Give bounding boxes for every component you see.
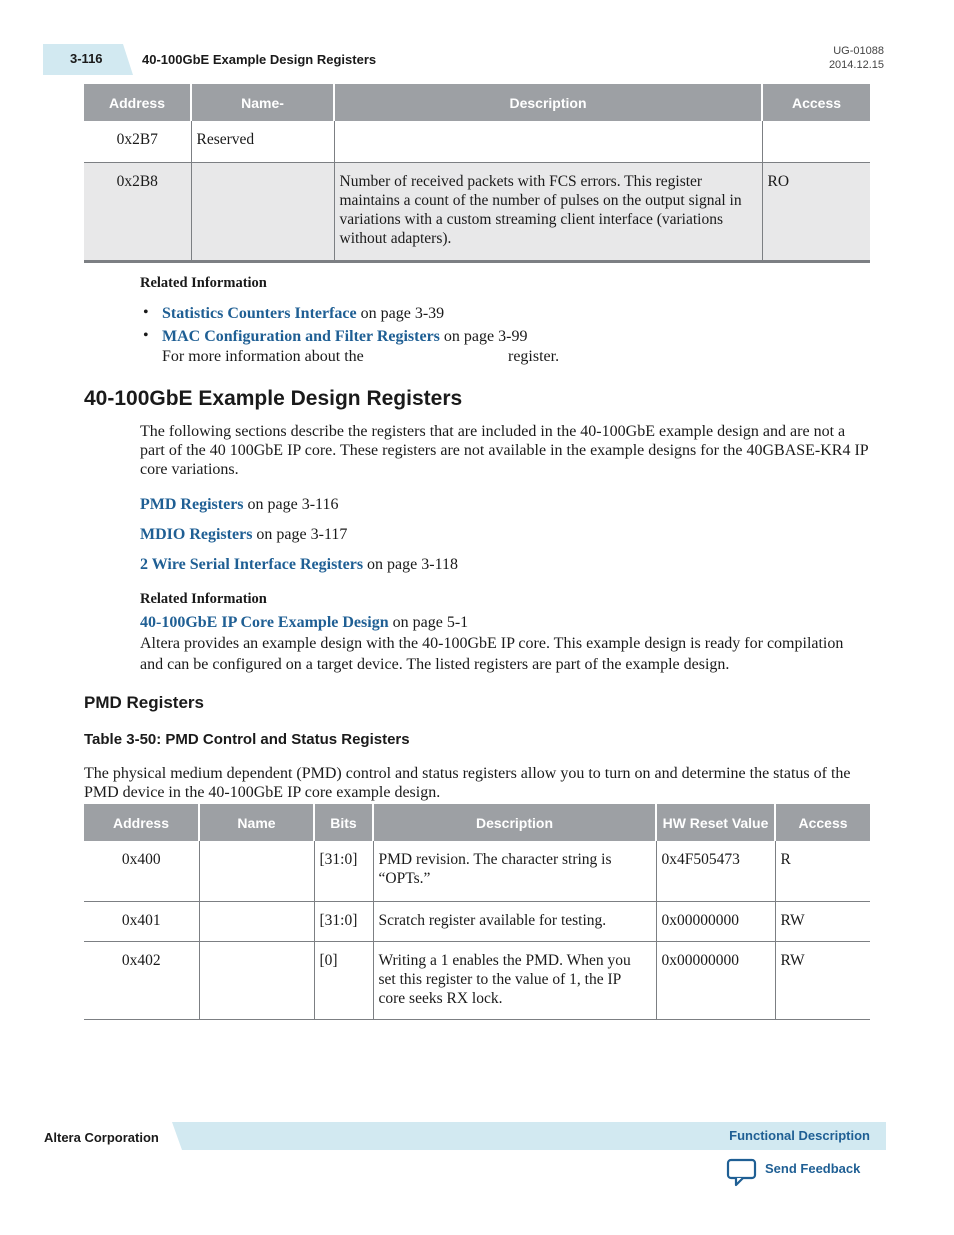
col-description: Description: [334, 84, 762, 121]
col-access: Access: [762, 84, 870, 121]
table-row: [84, 941, 870, 1019]
cell-access: [762, 121, 870, 162]
related-text: Altera provides an example design with the 40-100GbE IP core. This example design is ready for compilation and can be configured on a target device. The listed registers are part of the example design.: [140, 635, 844, 673]
section-heading: 40-100GbE Example Design Registers: [84, 387, 463, 410]
cell-address: 0x2B7: [84, 121, 191, 162]
cell-access: RO: [762, 162, 870, 261]
col-hw-reset: HW Reset Value: [656, 804, 775, 841]
cell-reset-value: 0x00000000: [656, 901, 775, 941]
cell-reset-value: 0x00000000: [656, 941, 775, 1019]
section-link-item: MDIO Registers on page 3-117: [140, 526, 348, 543]
cell-bits: [0]: [314, 941, 373, 1019]
col-name: Name: [199, 804, 314, 841]
section-link-item: PMD Registers on page 3-116: [140, 496, 339, 513]
table-row: [84, 162, 870, 261]
col-address: Address: [84, 804, 199, 841]
col-access: Access: [775, 804, 870, 841]
cell-name: Reserved: [191, 121, 334, 162]
cell-name: [199, 941, 314, 1019]
running-header-title: 40-100GbE Example Design Registers: [142, 52, 377, 67]
related-info-heading: Related Information: [140, 591, 267, 607]
cell-description: PMD revision. The character string is “OPTs.”: [373, 841, 656, 901]
bullet-icon: •: [143, 327, 149, 344]
table-header-row: [84, 804, 870, 841]
cell-description: Number of received packets with FCS errors. This register maintains a count of the number of pulses on the output signal in variations with a custom streaming client interface (variations without adapters).: [334, 162, 762, 261]
col-address: Address: [84, 84, 191, 121]
related-info-heading: Related Information: [140, 275, 267, 291]
table-header-row: [84, 84, 870, 121]
related-item: Statistics Counters Interface on page 3-39: [162, 305, 445, 322]
col-description: Description: [373, 804, 656, 841]
col-name: Name-: [191, 84, 334, 121]
register-table-continued: [84, 84, 870, 263]
col-bits: Bits: [314, 804, 373, 841]
pmd-register-table: [84, 804, 870, 1020]
cell-address: 0x401: [84, 901, 199, 941]
subsection-heading: PMD Registers: [84, 693, 204, 712]
cell-description: Writing a 1 enables the PMD. When you set this register to the value of 1, the IP core seeks RX lock.: [373, 941, 656, 1019]
related-note-start: For more information about the: [162, 348, 364, 365]
link-example-design[interactable]: 40-100GbE IP Core Example Design: [140, 614, 389, 631]
cell-name: [191, 162, 334, 261]
table-row: [84, 841, 870, 901]
table-row: [84, 121, 870, 162]
cell-name: [199, 901, 314, 941]
cell-address: 0x402: [84, 941, 199, 1019]
send-feedback-link[interactable]: Send Feedback: [765, 1161, 861, 1176]
cell-description: [334, 121, 762, 162]
bullet-icon: •: [143, 304, 149, 321]
table-row: [84, 901, 870, 941]
footer-section-title: Functional Description: [729, 1128, 870, 1143]
cell-description: Scratch register available for testing.: [373, 901, 656, 941]
related-item: 40-100GbE IP Core Example Design on page 5-1: [140, 614, 469, 631]
cell-access: R: [775, 841, 870, 901]
link-mdio-registers[interactable]: MDIO Registers: [140, 526, 253, 543]
cell-address: 0x2B8: [84, 162, 191, 261]
doc-date: 2014.12.15: [828, 59, 884, 71]
link-2wire-serial[interactable]: 2 Wire Serial Interface Registers: [140, 556, 364, 573]
link-mac-configuration[interactable]: MAC Configuration and Filter Registers: [162, 328, 440, 345]
chat-bubble-icon[interactable]: [726, 1157, 758, 1187]
document-info: [829, 44, 884, 72]
section-link-item: 2 Wire Serial Interface Registers on page 3-118: [140, 556, 458, 573]
footer-company: Altera Corporation: [44, 1130, 159, 1145]
cell-address: 0x400: [84, 841, 199, 901]
doc-id: UG-01088: [833, 45, 884, 57]
cell-access: RW: [775, 941, 870, 1019]
link-pmd-registers[interactable]: PMD Registers: [140, 496, 244, 513]
cell-access: RW: [775, 901, 870, 941]
table-caption: Table 3-50: PMD Control and Status Registers: [84, 731, 410, 748]
link-statistics-counters[interactable]: Statistics Counters Interface: [162, 305, 357, 322]
cell-name: [199, 841, 314, 901]
related-item: MAC Configuration and Filter Registers on page 3-99: [162, 328, 528, 345]
cell-bits: [31:0]: [314, 841, 373, 901]
page-number: 3-116: [70, 51, 103, 66]
cell-reset-value: 0x4F505473: [656, 841, 775, 901]
cell-bits: [31:0]: [314, 901, 373, 941]
related-note-end: register.: [508, 348, 560, 365]
table-intro: The physical medium dependent (PMD) control and status registers allow you to turn on and determine the status of the PMD device in the 40-100GbE IP core example design.: [84, 765, 851, 801]
section-intro: The following sections describe the registers that are included in the 40-100GbE example design and are not a part of the 40 100GbE IP core. These registers are not available in the example designs for the 40GBASE-KR4 IP core variations.: [140, 423, 869, 478]
